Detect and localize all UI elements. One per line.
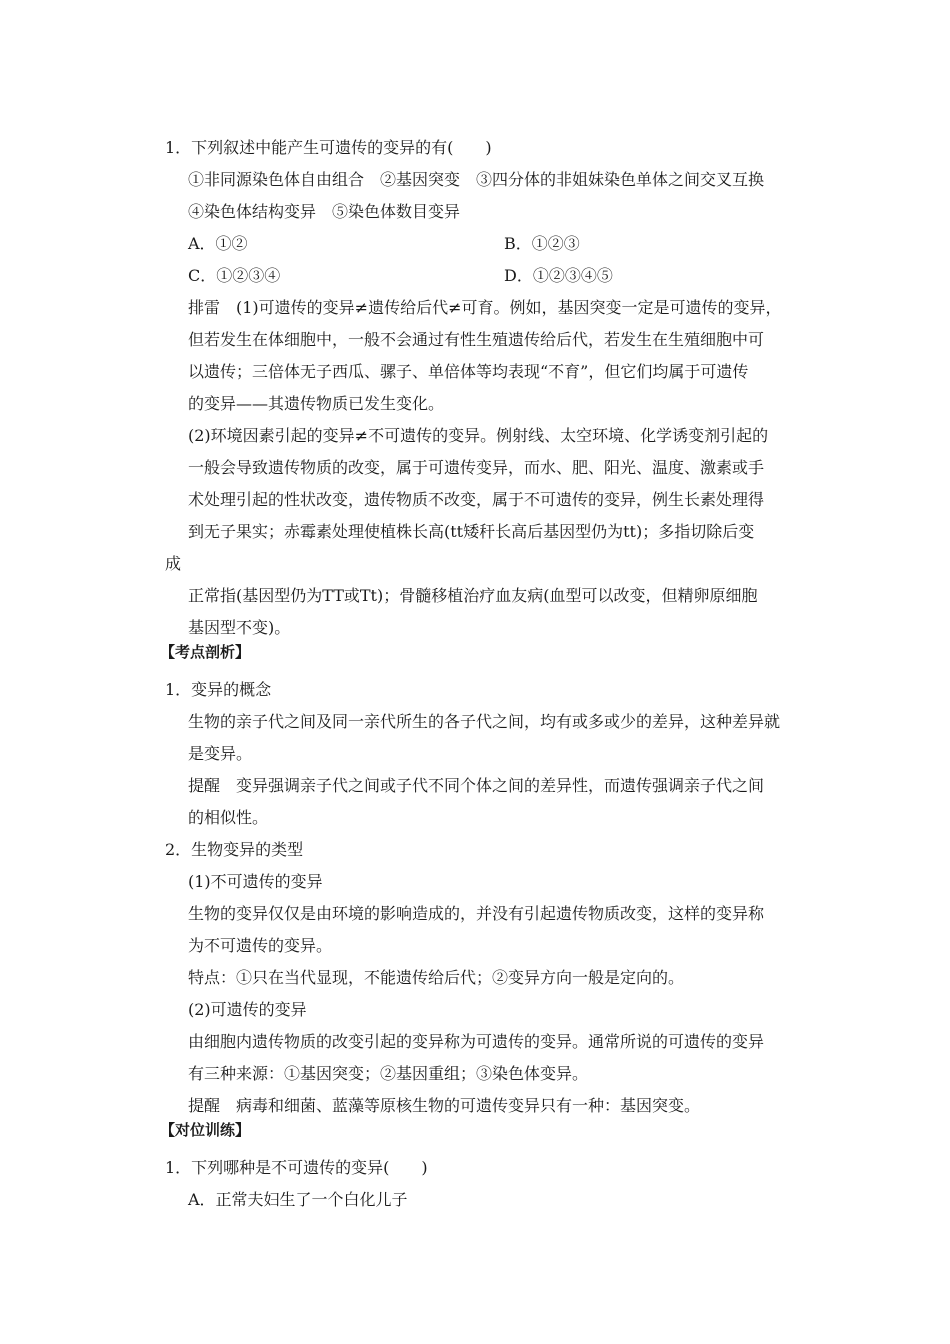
- tip-line: 到无子果实；赤霉素处理使植株长高(tt矮秆长高后基因型仍为tt)；多指切除后变: [188, 522, 755, 541]
- practice-option-a: A．正常夫妇生了一个白化儿子: [188, 1190, 408, 1209]
- tip-line: 以遗传；三倍体无子西瓜、骡子、单倍体等均表现“不育”，但它们均属于可遗传: [188, 362, 749, 381]
- analysis-line: 2．生物变异的类型: [165, 840, 304, 859]
- tip-line: 但若发生在体细胞中，一般不会通过有性生殖遗传给后代，若发生在生殖细胞中可: [188, 330, 765, 349]
- q1-items-line1: ①非同源染色体自由组合 ②基因突变 ③四分体的非姐妹染色单体之间交叉互换: [188, 170, 765, 189]
- practice-heading: 【对位训练】: [160, 1121, 251, 1139]
- analysis-line: 生物的亲子代之间及同一亲代所生的各子代之间，均有或多或少的差异，这种差异就: [188, 712, 781, 731]
- analysis-line: 由细胞内遗传物质的改变引起的变异称为可遗传的变异。通常所说的可遗传的变异: [188, 1032, 765, 1051]
- q1-stem: 1．下列叙述中能产生可遗传的变异的有( ): [165, 138, 492, 157]
- analysis-line: 特点：①只在当代显现，不能遗传给后代；②变异方向一般是定向的。: [188, 968, 685, 987]
- analysis-line: 1．变异的概念: [165, 680, 272, 699]
- tip-line: 基因型不变)。: [188, 618, 291, 637]
- q1-option-c: C．①②③④: [188, 266, 281, 285]
- analysis-line: 生物的变异仅仅是由环境的影响造成的，并没有引起遗传物质改变，这样的变异称: [188, 904, 765, 923]
- tip-line: 成: [165, 554, 182, 573]
- analysis-line: 是变异。: [188, 744, 253, 763]
- tip-line: 排雷 (1)可遗传的变异≠遗传给后代≠可育。例如，基因突变一定是可遗传的变异，: [188, 298, 782, 317]
- q1-items-line2: ④染色体结构变异 ⑤染色体数目变异: [188, 202, 461, 221]
- analysis-line: 有三种来源：①基因突变；②基因重组；③染色体变异。: [188, 1064, 589, 1083]
- analysis-line: 提醒 病毒和细菌、蓝藻等原核生物的可遗传变异只有一种：基因突变。: [188, 1096, 701, 1115]
- analysis-line: (1)不可遗传的变异: [188, 872, 323, 891]
- q1-option-b: B．①②③: [504, 234, 580, 253]
- q1-option-d: D．①②③④⑤: [504, 266, 613, 285]
- analysis-line: 的相似性。: [188, 808, 269, 827]
- tip-line: 正常指(基因型仍为TT或Tt)；骨髓移植治疗血友病(血型可以改变，但精卵原细胞: [188, 586, 758, 605]
- practice-stem: 1．下列哪种是不可遗传的变异( ): [165, 1158, 428, 1177]
- tip-line: 一般会导致遗传物质的改变，属于可遗传变异，而水、肥、阳光、温度、激素或手: [188, 458, 765, 477]
- tip-line: 的变异——其遗传物质已发生变化。: [188, 394, 445, 413]
- analysis-line: 提醒 变异强调亲子代之间或子代不同个体之间的差异性，而遗传强调亲子代之间: [188, 776, 765, 795]
- analysis-line: 为不可遗传的变异。: [188, 936, 333, 955]
- analysis-heading: 【考点剖析】: [160, 643, 251, 661]
- tip-line: (2)环境因素引起的变异≠不可遗传的变异。例射线、太空环境、化学诱变剂引起的: [188, 426, 769, 445]
- tip-line: 术处理引起的性状改变，遗传物质不改变，属于不可遗传的变异，例生长素处理得: [188, 490, 765, 509]
- q1-option-a: A．①②: [188, 234, 248, 253]
- analysis-line: (2)可遗传的变异: [188, 1000, 307, 1019]
